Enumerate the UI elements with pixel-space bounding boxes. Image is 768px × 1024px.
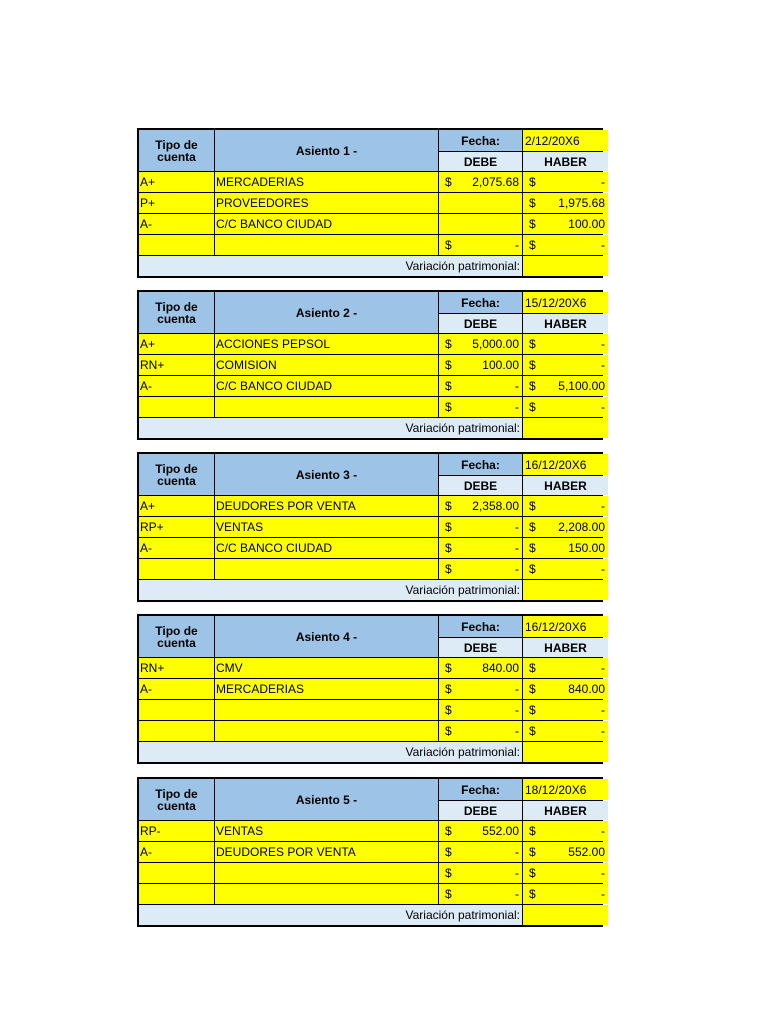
debe-cell[interactable]: [439, 559, 522, 579]
haber-amount: -: [601, 400, 605, 414]
tipo-cell[interactable]: [139, 721, 214, 741]
journal-entry-table: [137, 614, 603, 764]
tipo-cell[interactable]: RN+: [139, 355, 214, 375]
tipo-cell[interactable]: A-: [139, 214, 214, 234]
haber-header: HABER: [523, 638, 608, 657]
haber-amount: -: [601, 358, 605, 372]
haber-amount: -: [601, 887, 605, 901]
fecha-value[interactable]: 16/12/20X6: [523, 616, 608, 637]
fecha-value[interactable]: 15/12/20X6: [523, 292, 608, 313]
haber-amount: 2,208.00: [558, 520, 605, 534]
haber-amount: -: [601, 866, 605, 880]
debe-amount: 100.00: [482, 358, 519, 372]
haber-cell[interactable]: [523, 376, 608, 396]
haber-cell[interactable]: [523, 721, 608, 741]
debe-amount: -: [515, 400, 519, 414]
debe-header: DEBE: [439, 314, 522, 333]
currency-symbol: $: [445, 824, 452, 838]
haber-cell[interactable]: [523, 397, 608, 417]
debe-amount: -: [515, 866, 519, 880]
currency-symbol: $: [529, 703, 536, 717]
currency-symbol: $: [445, 866, 452, 880]
fecha-value[interactable]: 16/12/20X6: [523, 454, 608, 475]
cuenta-cell[interactable]: DEUDORES POR VENTA: [215, 842, 438, 862]
haber-amount: 840.00: [568, 682, 605, 696]
fecha-label: Fecha:: [439, 616, 522, 637]
debe-cell[interactable]: [439, 172, 522, 192]
haber-header: HABER: [523, 314, 608, 333]
haber-cell[interactable]: [523, 517, 608, 537]
currency-symbol: $: [445, 499, 452, 513]
debe-header: DEBE: [439, 801, 522, 820]
journal-entry-table: [137, 290, 603, 440]
currency-symbol: $: [445, 562, 452, 576]
debe-header: DEBE: [439, 638, 522, 657]
debe-amount: 5,000.00: [472, 337, 519, 351]
debe-cell[interactable]: [439, 235, 522, 255]
haber-amount: -: [601, 175, 605, 189]
currency-symbol: $: [529, 238, 536, 252]
currency-symbol: $: [445, 887, 452, 901]
haber-cell[interactable]: [523, 842, 608, 862]
tipo-cell[interactable]: A-: [139, 376, 214, 396]
cuenta-cell[interactable]: PROVEEDORES: [215, 193, 438, 213]
cuenta-cell[interactable]: C/C BANCO CIUDAD: [215, 538, 438, 558]
currency-symbol: $: [529, 682, 536, 696]
haber-cell[interactable]: [523, 334, 608, 354]
tipo-cell[interactable]: P+: [139, 193, 214, 213]
currency-symbol: $: [445, 724, 452, 738]
cuenta-cell[interactable]: [215, 721, 438, 741]
cuenta-cell[interactable]: [215, 397, 438, 417]
currency-symbol: $: [529, 562, 536, 576]
tipo-cell[interactable]: [139, 884, 214, 904]
tipo-header-line2: cuenta: [157, 798, 196, 813]
cuenta-cell[interactable]: [215, 559, 438, 579]
tipo-cell[interactable]: [139, 235, 214, 255]
tipo-cell[interactable]: A+: [139, 496, 214, 516]
tipo-header-line1: Tipo de: [155, 623, 198, 638]
tipo-header-line1: Tipo de: [155, 461, 198, 476]
haber-cell[interactable]: [523, 821, 608, 841]
haber-amount: 5,100.00: [558, 379, 605, 393]
cuenta-cell[interactable]: [215, 235, 438, 255]
tipo-cuenta-header: [139, 454, 214, 495]
tipo-header-line2: cuenta: [157, 311, 196, 326]
variacion-patrimonial-value[interactable]: [523, 905, 608, 925]
tipo-cell[interactable]: [139, 863, 214, 883]
debe-amount: -: [515, 845, 519, 859]
tipo-cell[interactable]: A+: [139, 172, 214, 192]
currency-symbol: $: [529, 866, 536, 880]
currency-symbol: $: [529, 400, 536, 414]
tipo-header-line1: Tipo de: [155, 786, 198, 801]
variacion-patrimonial-value[interactable]: [523, 418, 608, 438]
debe-cell[interactable]: [439, 214, 522, 234]
cuenta-cell[interactable]: VENTAS: [215, 821, 438, 841]
tipo-cell[interactable]: A-: [139, 679, 214, 699]
currency-symbol: $: [445, 238, 452, 252]
tipo-cuenta-header: [139, 292, 214, 333]
cuenta-cell[interactable]: C/C BANCO CIUDAD: [215, 376, 438, 396]
haber-cell[interactable]: [523, 355, 608, 375]
debe-cell[interactable]: [439, 721, 522, 741]
debe-amount: -: [515, 238, 519, 252]
tipo-cell[interactable]: A-: [139, 842, 214, 862]
debe-amount: 552.00: [482, 824, 519, 838]
currency-symbol: $: [529, 379, 536, 393]
tipo-cuenta-header: [139, 616, 214, 657]
tipo-header-line2: cuenta: [157, 473, 196, 488]
tipo-cell[interactable]: A+: [139, 334, 214, 354]
variacion-patrimonial-value[interactable]: [523, 742, 608, 762]
currency-symbol: $: [529, 337, 536, 351]
tipo-cell[interactable]: A-: [139, 538, 214, 558]
cuenta-cell[interactable]: [215, 884, 438, 904]
debe-cell[interactable]: [439, 884, 522, 904]
currency-symbol: $: [529, 175, 536, 189]
currency-symbol: $: [529, 217, 536, 231]
debe-header: DEBE: [439, 152, 522, 171]
currency-symbol: $: [445, 520, 452, 534]
debe-cell[interactable]: [439, 193, 522, 213]
haber-cell[interactable]: [523, 496, 608, 516]
debe-amount: 2,358.00: [472, 499, 519, 513]
asiento-title: Asiento 4 -: [215, 616, 438, 657]
currency-symbol: $: [445, 400, 452, 414]
debe-amount: -: [515, 682, 519, 696]
cuenta-cell[interactable]: [215, 700, 438, 720]
tipo-header-line2: cuenta: [157, 149, 196, 164]
haber-cell[interactable]: [523, 559, 608, 579]
debe-cell[interactable]: [439, 376, 522, 396]
haber-amount: 1,975.68: [558, 196, 605, 210]
haber-amount: -: [601, 824, 605, 838]
cuenta-cell[interactable]: MERCADERIAS: [215, 679, 438, 699]
currency-symbol: $: [445, 337, 452, 351]
haber-cell[interactable]: [523, 679, 608, 699]
variacion-patrimonial-value[interactable]: [523, 256, 608, 276]
debe-cell[interactable]: [439, 679, 522, 699]
debe-amount: 840.00: [482, 661, 519, 675]
currency-symbol: $: [529, 887, 536, 901]
cuenta-cell[interactable]: COMISION: [215, 355, 438, 375]
fecha-label: Fecha:: [439, 292, 522, 313]
debe-amount: -: [515, 541, 519, 555]
cuenta-cell[interactable]: ACCIONES PEPSOL: [215, 334, 438, 354]
haber-amount: 100.00: [568, 217, 605, 231]
debe-cell[interactable]: [439, 517, 522, 537]
debe-header: DEBE: [439, 476, 522, 495]
currency-symbol: $: [445, 661, 452, 675]
debe-cell[interactable]: [439, 700, 522, 720]
debe-amount: 2,075.68: [472, 175, 519, 189]
debe-cell[interactable]: [439, 863, 522, 883]
haber-header: HABER: [523, 476, 608, 495]
tipo-header-line2: cuenta: [157, 635, 196, 650]
cuenta-cell[interactable]: DEUDORES POR VENTA: [215, 496, 438, 516]
haber-header: HABER: [523, 801, 608, 820]
asiento-title: Asiento 1 -: [215, 130, 438, 171]
haber-amount: -: [601, 661, 605, 675]
haber-cell[interactable]: [523, 658, 608, 678]
fecha-value[interactable]: 2/12/20X6: [523, 130, 608, 151]
haber-cell[interactable]: [523, 172, 608, 192]
journal-entry-table: [137, 777, 603, 927]
journal-entry-table: [137, 128, 603, 278]
haber-amount: -: [601, 238, 605, 252]
variacion-patrimonial-label: Variación patrimonial:: [139, 580, 522, 600]
tipo-cuenta-header: [139, 779, 214, 820]
debe-cell[interactable]: [439, 496, 522, 516]
haber-cell[interactable]: [523, 193, 608, 213]
variacion-patrimonial-label: Variación patrimonial:: [139, 742, 522, 762]
haber-amount: 150.00: [568, 541, 605, 555]
currency-symbol: $: [445, 541, 452, 555]
currency-symbol: $: [529, 541, 536, 555]
debe-amount: -: [515, 379, 519, 393]
currency-symbol: $: [445, 379, 452, 393]
debe-cell[interactable]: [439, 334, 522, 354]
variacion-patrimonial-label: Variación patrimonial:: [139, 905, 522, 925]
haber-cell[interactable]: [523, 235, 608, 255]
cuenta-cell[interactable]: MERCADERIAS: [215, 172, 438, 192]
asiento-title: Asiento 2 -: [215, 292, 438, 333]
currency-symbol: $: [529, 845, 536, 859]
currency-symbol: $: [529, 196, 536, 210]
fecha-label: Fecha:: [439, 130, 522, 151]
haber-cell[interactable]: [523, 538, 608, 558]
tipo-cell[interactable]: RP-: [139, 821, 214, 841]
haber-amount: -: [601, 703, 605, 717]
debe-cell[interactable]: [439, 821, 522, 841]
haber-cell[interactable]: [523, 214, 608, 234]
currency-symbol: $: [445, 845, 452, 859]
fecha-value[interactable]: 18/12/20X6: [523, 779, 608, 800]
tipo-header-line1: Tipo de: [155, 299, 198, 314]
haber-amount: -: [601, 337, 605, 351]
fecha-label: Fecha:: [439, 779, 522, 800]
debe-amount: -: [515, 724, 519, 738]
asiento-title: Asiento 5 -: [215, 779, 438, 820]
fecha-label: Fecha:: [439, 454, 522, 475]
haber-amount: -: [601, 499, 605, 513]
debe-cell[interactable]: [439, 658, 522, 678]
haber-amount: 552.00: [568, 845, 605, 859]
tipo-header-line1: Tipo de: [155, 137, 198, 152]
debe-cell[interactable]: [439, 538, 522, 558]
currency-symbol: $: [529, 520, 536, 534]
haber-amount: -: [601, 724, 605, 738]
haber-amount: -: [601, 562, 605, 576]
debe-cell[interactable]: [439, 355, 522, 375]
tipo-cell[interactable]: RP+: [139, 517, 214, 537]
currency-symbol: $: [445, 175, 452, 189]
cuenta-cell[interactable]: CMV: [215, 658, 438, 678]
currency-symbol: $: [529, 358, 536, 372]
tipo-cell[interactable]: [139, 559, 214, 579]
tipo-cell[interactable]: [139, 397, 214, 417]
asiento-title: Asiento 3 -: [215, 454, 438, 495]
debe-amount: -: [515, 887, 519, 901]
debe-cell[interactable]: [439, 397, 522, 417]
currency-symbol: $: [445, 703, 452, 717]
currency-symbol: $: [529, 661, 536, 675]
debe-amount: -: [515, 703, 519, 717]
currency-symbol: $: [529, 499, 536, 513]
variacion-patrimonial-label: Variación patrimonial:: [139, 418, 522, 438]
currency-symbol: $: [445, 358, 452, 372]
cuenta-cell[interactable]: [215, 863, 438, 883]
journal-entry-table: [137, 452, 603, 602]
variacion-patrimonial-label: Variación patrimonial:: [139, 256, 522, 276]
cuenta-cell[interactable]: C/C BANCO CIUDAD: [215, 214, 438, 234]
currency-symbol: $: [445, 682, 452, 696]
tipo-cell[interactable]: RN+: [139, 658, 214, 678]
variacion-patrimonial-value[interactable]: [523, 580, 608, 600]
debe-cell[interactable]: [439, 842, 522, 862]
debe-amount: -: [515, 562, 519, 576]
haber-header: HABER: [523, 152, 608, 171]
cuenta-cell[interactable]: VENTAS: [215, 517, 438, 537]
haber-cell[interactable]: [523, 700, 608, 720]
currency-symbol: $: [529, 724, 536, 738]
haber-cell[interactable]: [523, 863, 608, 883]
debe-amount: -: [515, 520, 519, 534]
tipo-cell[interactable]: [139, 700, 214, 720]
tipo-cuenta-header: [139, 130, 214, 171]
haber-cell[interactable]: [523, 884, 608, 904]
currency-symbol: $: [529, 824, 536, 838]
